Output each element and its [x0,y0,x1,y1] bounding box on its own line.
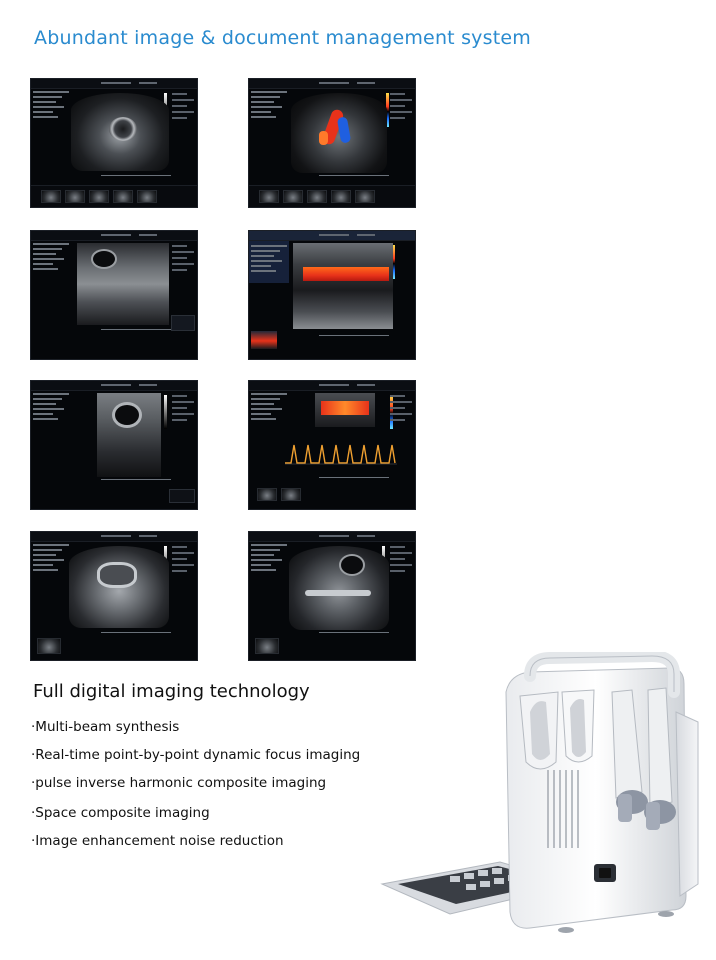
feature-harmonic-imaging: ·pulse inverse harmonic composite imaging [31,775,327,791]
feature-multi-beam: ·Multi-beam synthesis [31,719,180,735]
ultrasound-image-5[interactable] [30,380,198,510]
feature-noise-reduction: ·Image enhancement noise reduction [31,833,284,849]
ultrasound-image-8[interactable] [248,531,416,661]
ultrasound-image-6[interactable] [248,380,416,510]
ultrasound-image-1[interactable] [30,78,198,208]
page-heading: Abundant image & document management system [34,27,531,49]
feature-space-composite: ·Space composite imaging [31,805,210,821]
ultrasound-image-3[interactable] [30,230,198,360]
tech-heading: Full digital imaging technology [33,681,310,702]
ultrasound-machine-image [380,652,710,937]
ultrasound-image-4[interactable] [248,230,416,360]
ultrasound-image-2[interactable] [248,78,416,208]
ultrasound-image-7[interactable] [30,531,198,661]
feature-dynamic-focus: ·Real-time point-by-point dynamic focus imaging [31,747,361,763]
